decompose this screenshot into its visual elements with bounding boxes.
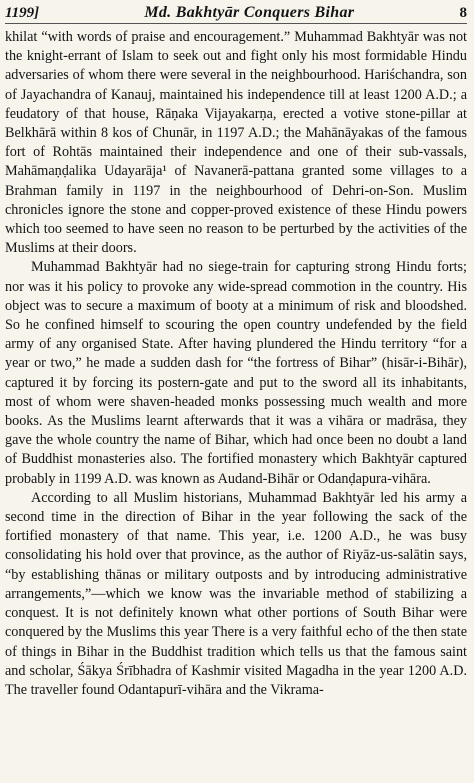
chapter-title: Md. Bakhtyār Conquers Bihar bbox=[144, 4, 355, 21]
paragraph: Muhammad Bakhtyār had no siege-train for capturing strong Hindu forts; nor was it his policy to provoke any wide-spread commotion in the country. His object was to secure a maximum of booty at a minimum of risk and bloodshed. So he confined himself to scouring the open country undefended by the field army of any organised State. After having plundered the Hindu territory “for a year or two,” he made a sudden dash for “the fortress of Bihar” (hisār-i-Bihār), captured it by forcing its postern-gate and put to the sword all its inhabitants, most of whom were shaven-headed monks possessing much wealth and more books. As the Muslims learnt afterwards that it was a vihāra or madrāsa, they gave the whole country the name of Bihar, which had once been no doubt a land of Buddhist monasteries also. The fortified monastery which Bakhtyār captured probably in 1199 A.D. was known as Audand-Bihār or Odanḍapura-vihāra. bbox=[5, 259, 467, 487]
page-number: 8 bbox=[459, 5, 467, 21]
paragraph: According to all Muslim historians, Muhammad Bakhtyār led his army a second time in the direction of Bihar in the year following the sack of the fortified monastery of that name. This year, i.e. 1200 A.D., he was busy consolidating his hold over that province, as the author of Riyāz-us-salātin says, “by establishing thānas or military outposts and by introducing administrative arrangements,”—which we know was the invariable method of stabilizing a conquest. It is not definitely known what other portions of South Bihar were conquered by the Muslims this year There is a very faithful echo of the then state of things in Bihar in the Buddhist tradition which tells us that the famous saint and scholar, Śākya Śrībhadra of Kashmir visited Magadha in the year 1200 A.D. The traveller found Odantapurī-vihāra and the Vikrama- bbox=[5, 489, 467, 698]
folio-year: 1199] bbox=[5, 5, 40, 21]
body-text bbox=[5, 28, 467, 700]
running-head bbox=[5, 3, 467, 24]
paragraph: khilat “with words of praise and encouragement.” Muhammad Bakhtyār was not the knight-errant of Islam to seek out and fight only his most formidable Hindu adversaries of whom there were several in the neighbourhood. Hariśchandra, son of Jayachandra of Kanauj, maintained his independence till at least 1200 A.D.; a feudatory of that house, Rāṇaka Vijayakarṇa, erected a votive stone-pillar at Belkhārā within 8 kos of Chunār, in 1197 A.D.; the Mahānāyakas of the famous fort of Rohtās maintained their independence and one of their sub-vassals, Mahāmaṇḍalika Udayarāja¹ of Navanerā-pattana granted some villages to a Brahman family in 1197 in the neighbourhood of Dehri-on-Son. Muslim chronicles ignore the stone and copper-proved existence of these Hindu powers which too seemed to have seen no reason to be perturbed by the activities of the Muslims at their doors. bbox=[5, 29, 467, 257]
